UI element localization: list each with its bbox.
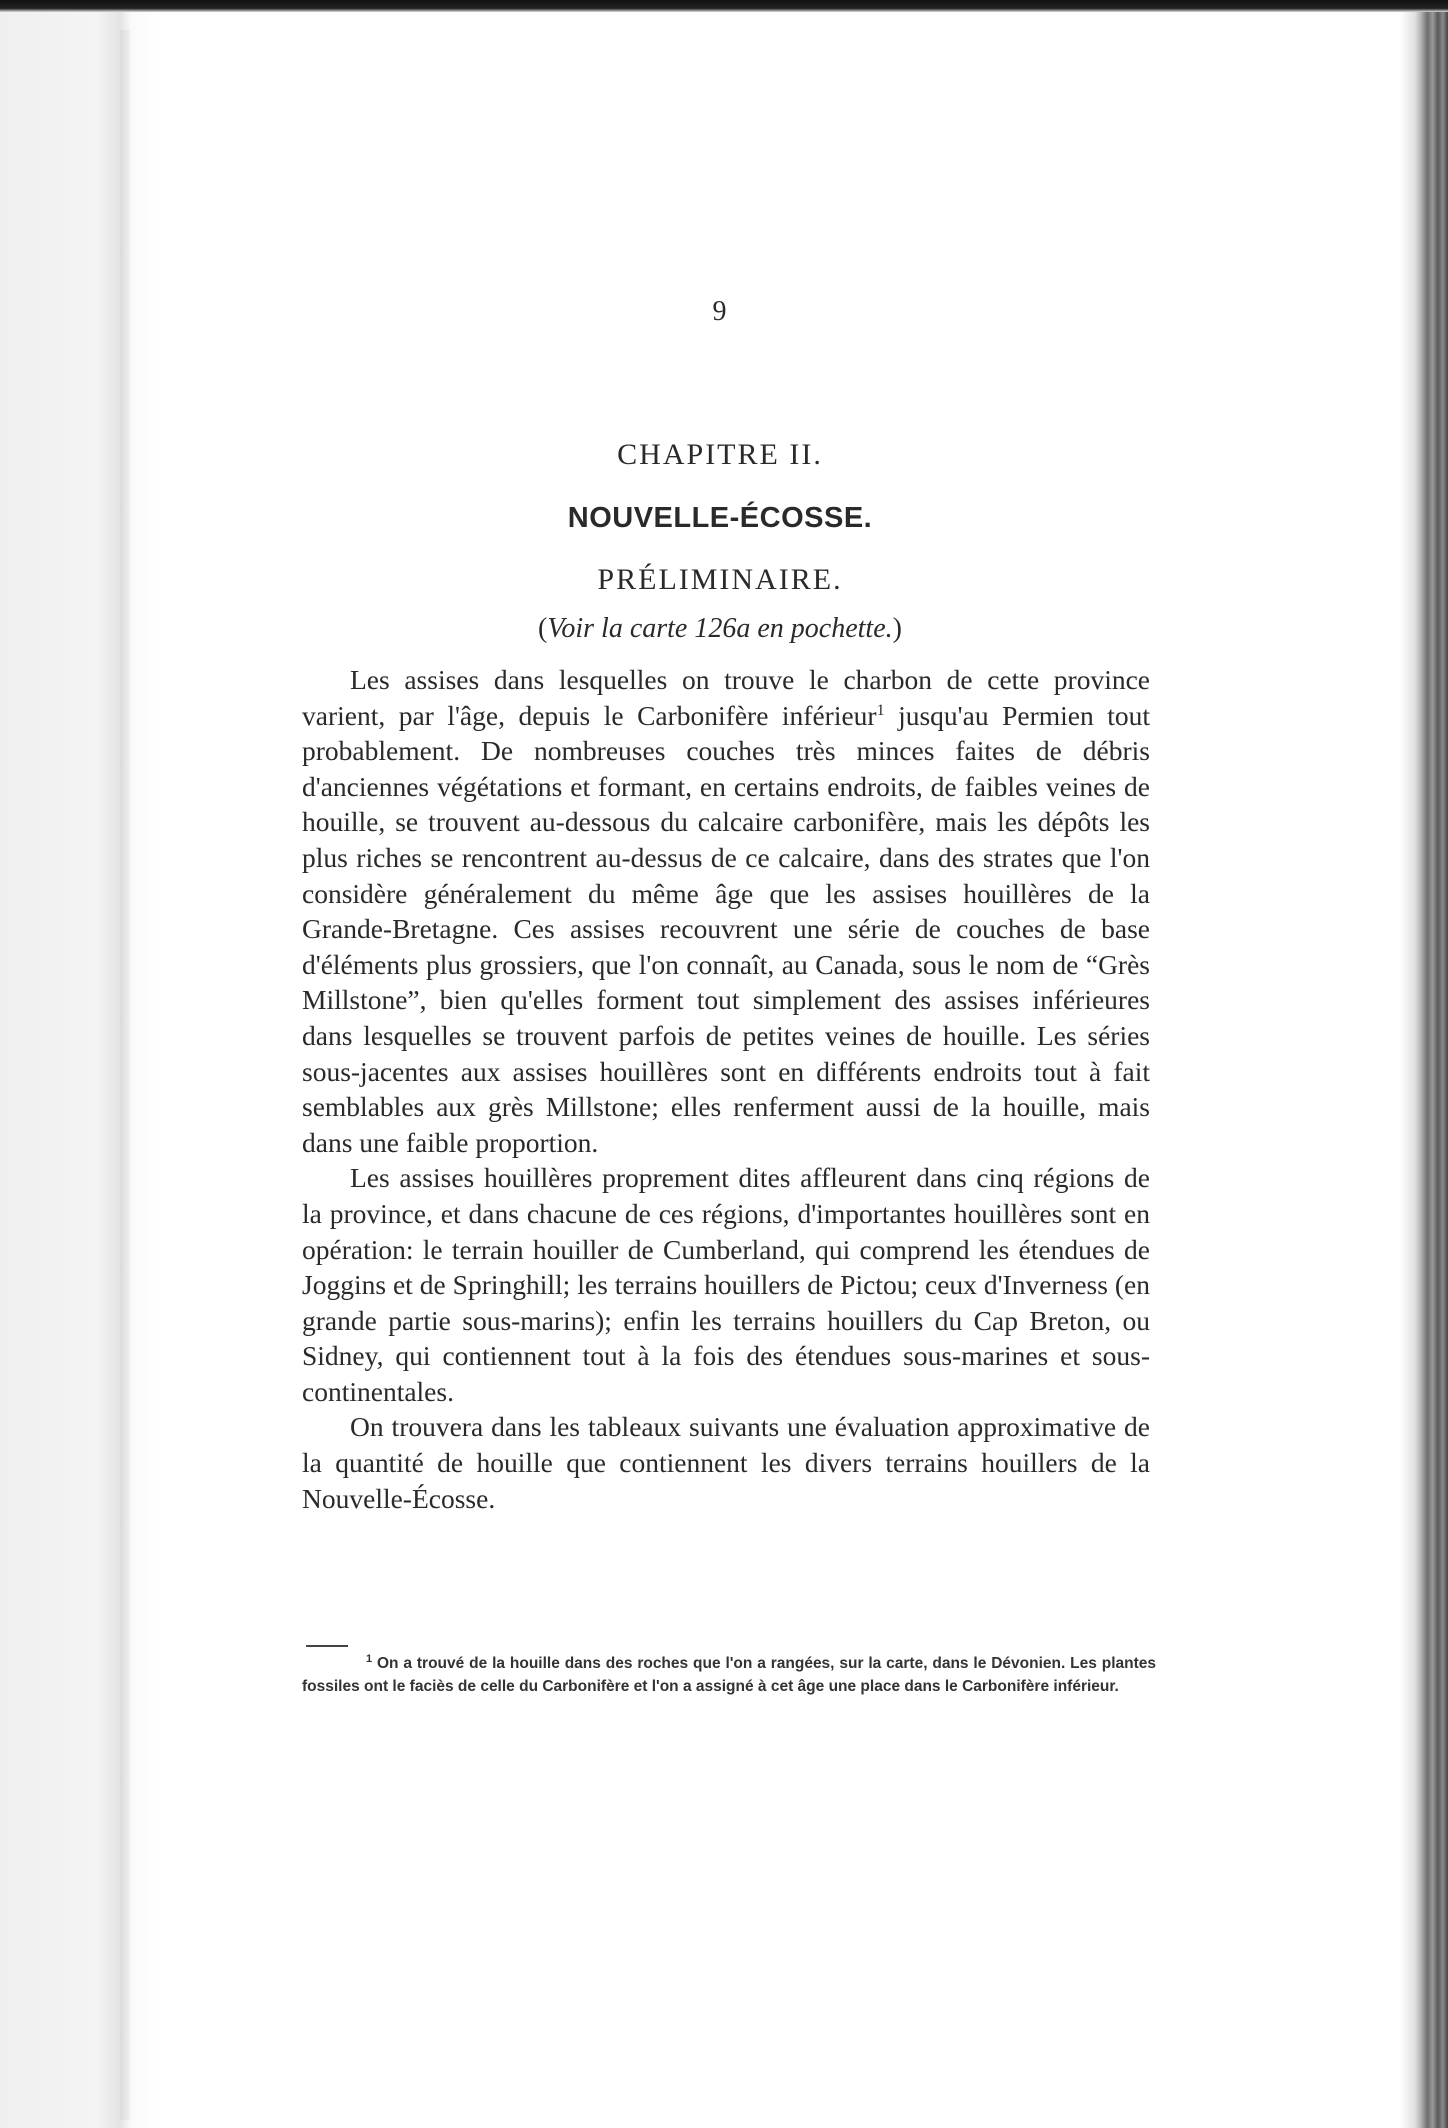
page-gutter-shadow <box>120 30 130 2120</box>
footnote <box>302 1652 1156 1698</box>
footnote-reference: 1 <box>876 701 885 719</box>
body-text <box>302 662 1150 1516</box>
paragraph-3: On trouvera dans les tableaux suivants une évaluation approximative de la quantité de houille que contiennent les divers terrains houillers de la Nouvelle-Écosse. <box>302 1411 1150 1514</box>
paragraph-2: Les assises houillères proprement dites affleurent dans cinq régions de la province, et dans chacune de ces régions, d'importantes houillères sont en opération: le terrain houiller de Cumberland, qui comprend les étendues de Joggins et de Springhill; les terrains houillers de Pictou; ceux d'Inverness (en grande partie sous-marins); enfin les terrains houillers du Cap Breton, ou Sidney, qui contiennent tout à la fois des étendues sous-marines et sous-continentales. <box>302 1162 1150 1407</box>
footnote-marker: 1 <box>366 1652 373 1665</box>
book-fore-edge <box>1414 12 1448 2128</box>
scan-top-edge <box>0 0 1448 12</box>
page-right-edge <box>1400 12 1414 2128</box>
map-note-open-paren: ( <box>538 613 548 644</box>
paragraph-1 <box>302 662 1150 1160</box>
paragraph-1-text-start: Les assises dans lesquelles on trouve le charbon de cette province varient, par l'âge, depuis le Carbonifère inférieur <box>302 664 1150 731</box>
map-note-close-paren: ) <box>892 613 902 644</box>
map-note-text: Voir la carte 126a en pochette. <box>547 613 893 644</box>
footnote-text: On a trouvé de la houille dans des roches que l'on a rangées, sur la carte, dans le Dévonien. Les plantes fossiles ont le faciès de celle du Carbonifère et l'on a assigné à cet âge une place dans le Carbonifère inférieur. <box>302 1655 1156 1695</box>
scan-left-margin <box>0 12 160 2128</box>
page-number: 9 <box>712 296 728 327</box>
footnote-divider <box>306 1645 348 1647</box>
region-title: NOUVELLE-ÉCOSSE. <box>567 502 873 534</box>
section-title: PRÉLIMINAIRE. <box>597 563 843 596</box>
paragraph-1-text-end: jusqu'au Permien tout probablement. De nombreuses couches très minces faites de débris d'anciennes végétations et formant, en certains endroits, de faibles veines de houille, se trouvent au-dessous du calcaire carbonifère, mais les dépôts les plus riches se rencontrent au-dessus de ce calcaire, dans des strates que l'on considère généralement du même âge que les assises houillères de la Grande-Bretagne. Ces assises recouvrent une série de couches de base d'éléments plus grossiers, que l'on connaît, au Canada, sous le nom de “Grès Millstone”, bien qu'elles forment tout simplement des assises inférieures dans lesquelles se trouvent parfois de petites veines de houille. Les séries sous-jacentes aux assises houillères sont en différents endroits tout à fait semblables aux grès Millstone; elles renferment aussi de la houille, mais dans une faible proportion. <box>302 699 1150 1158</box>
map-reference-note <box>0 613 1440 645</box>
chapter-heading: CHAPITRE II. <box>617 438 823 471</box>
